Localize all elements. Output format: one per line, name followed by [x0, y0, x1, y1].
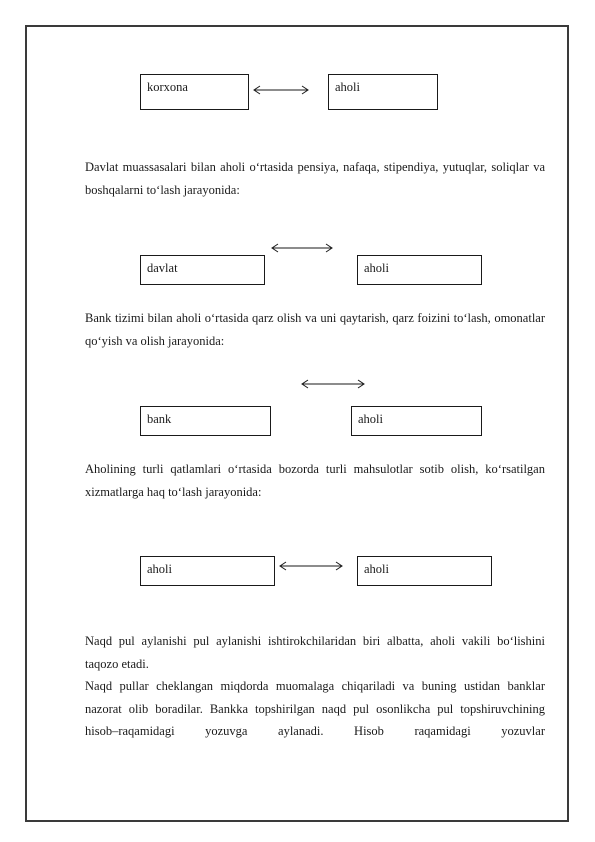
double-arrow-icon — [279, 561, 343, 571]
aholi-box-4 — [140, 556, 275, 586]
paragraph-davlat: Davlat muassasalari bilan aholi o‘rtasida pensiya, nafaqa, stipendiya, yutuqlar, soliqlar va boshqalarni to‘lash jarayonida: — [85, 160, 545, 197]
paragraph-aholining: Aholining turli qatlamlari o‘rtasida bozorda turli mahsulotlar sotib olish, ko‘rsatilgan xizmatlarga haq to‘lash jarayonida: — [85, 462, 545, 499]
aholi-label-1: aholi — [335, 80, 360, 94]
davlat-label: davlat — [147, 261, 178, 275]
aholi-label-2: aholi — [364, 261, 389, 275]
double-arrow-icon — [271, 243, 333, 253]
aholi-box-3 — [351, 406, 482, 436]
davlat-box — [140, 255, 265, 285]
aholi-box-2 — [357, 255, 482, 285]
bank-label: bank — [147, 412, 172, 426]
double-arrow-icon — [301, 379, 365, 389]
paragraph-naqd-pul: Naqd pul aylanishi pul aylanishi ishtirokchilaridan biri albatta, aholi vakili bo‘lishini taqozo etadi. — [85, 634, 545, 671]
korxona-label: korxona — [147, 80, 188, 94]
aholi-label-3: aholi — [358, 412, 383, 426]
korxona-box — [140, 74, 249, 110]
aholi-label-4: aholi — [147, 562, 172, 576]
aholi-label-5: aholi — [364, 562, 389, 576]
paragraph-naqd-pullar: Naqd pullar cheklangan miqdorda muomalaga chiqariladi va buning ustidan banklar nazorat olib boradilar. Bankka topshirilgan naqd pul osonlikcha pul topshiruvchining hisob–raqamidagi yozuvga aylanadi. Hisob raqamidagi yozuvlar — [85, 679, 545, 738]
double-arrow-icon — [253, 85, 309, 95]
paragraph-bank: Bank tizimi bilan aholi o‘rtasida qarz olish va uni qaytarish, qarz foizini to‘lash, omonatlar qo‘yish va olish jarayonida: — [85, 311, 545, 348]
aholi-box-1 — [328, 74, 438, 110]
aholi-box-5 — [357, 556, 492, 586]
bank-box — [140, 406, 271, 436]
